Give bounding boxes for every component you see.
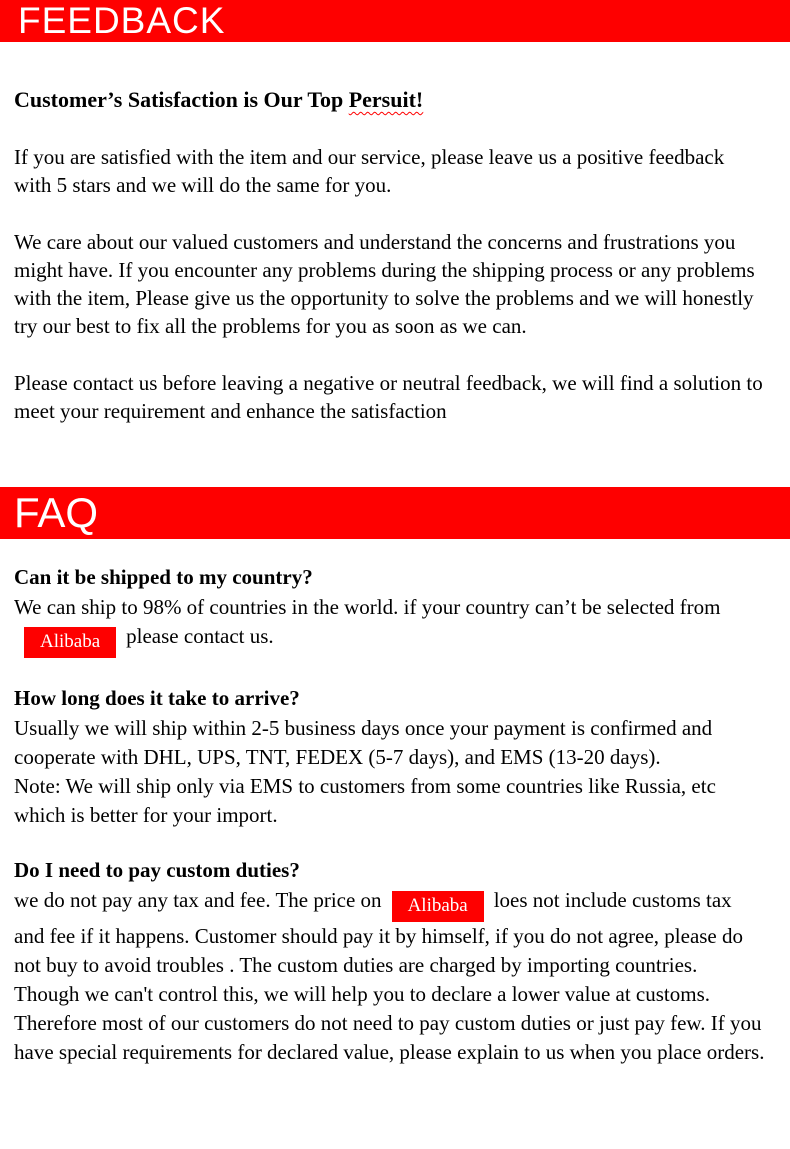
faq-answer-text: We can ship to 98% of countries in the world. if your country can’t be selected from	[14, 595, 721, 619]
feedback-section	[0, 86, 790, 425]
faq-answer-note: Note: We will ship only via EMS to customers from some countries like Russia, etc which is better for your import.	[14, 774, 716, 827]
feedback-heading	[14, 86, 766, 114]
faq-question: Can it be shipped to my country?	[14, 565, 313, 589]
feedback-paragraph-contact: Please contact us before leaving a negative or neutral feedback, we will find a solution to meet your requirement and enhance the satisfaction	[14, 371, 763, 423]
alibaba-badge: Alibaba	[392, 891, 484, 922]
faq-answer	[14, 886, 766, 1067]
faq-banner	[0, 487, 790, 539]
feedback-heading-text: Customer’s Satisfaction is Our Top	[14, 87, 349, 112]
faq-answer-text: loes not include customs tax and fee if it happens. Customer should pay it by himself, if you do not agree, please do not buy to avoid troubles . The custom duties are charged by importing countries. Though we can't control this, we will help you to declare a lower value at customs. Therefore most of our customers do not need to pay custom duties or just pay few. If you have special requirements for declared value, please explain to us when you place orders.	[14, 888, 765, 1064]
faq-section	[0, 563, 790, 1067]
faq-answer-text: we do not pay any tax and fee. The price on	[14, 888, 382, 912]
faq-item-shipping-country	[14, 563, 766, 658]
faq-question: Do I need to pay custom duties?	[14, 858, 300, 882]
faq-answer-text: please contact us.	[126, 624, 274, 648]
feedback-paragraph-positive: If you are satisfied with the item and our service, please leave us a positive feedback with 5 stars and we will do the same for you.	[14, 145, 725, 197]
feedback-paragraph-care: We care about our valued customers and understand the concerns and frustrations you might have. If you encounter any problems during the shipping process or any problems with the item, Please give us the opportunity to solve the problems and we will honestly try our best to fix all the problems for you as soon as we can.	[14, 230, 755, 338]
alibaba-badge: Alibaba	[24, 627, 116, 658]
faq-banner-label: FAQ	[14, 489, 99, 536]
faq-answer-text: Usually we will ship within 2-5 business days once your payment is confirmed and cooperate with DHL, UPS, TNT, FEDEX (5-7 days), and EMS (13-20 days).	[14, 716, 713, 769]
faq-question: How long does it take to arrive?	[14, 686, 300, 710]
faq-answer	[14, 714, 766, 830]
faq-item-custom-duties	[14, 856, 766, 1067]
faq-item-arrival-time	[14, 684, 766, 830]
feedback-banner	[0, 0, 790, 42]
feedback-heading-misspelled-word: Persuit!	[348, 87, 424, 112]
feedback-banner-label: FEEDBACK	[18, 0, 226, 41]
faq-answer	[14, 593, 766, 658]
